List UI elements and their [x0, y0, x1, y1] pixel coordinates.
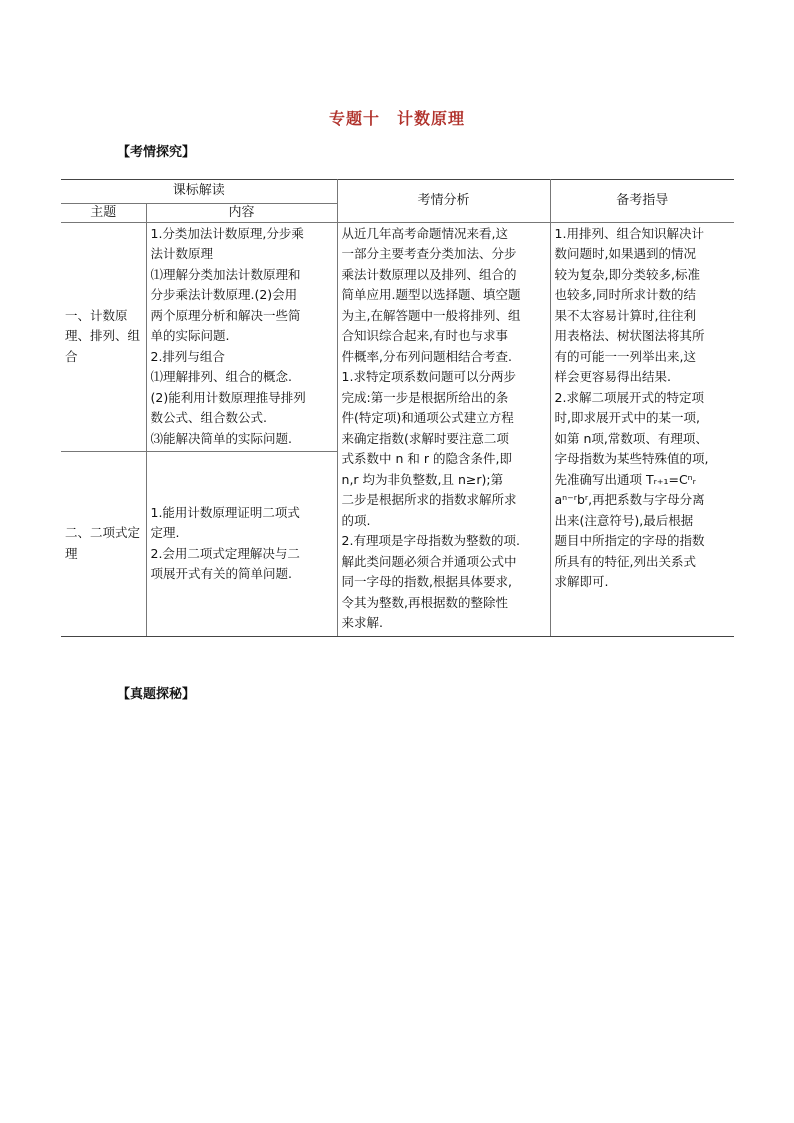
analysis-line: 式系数中 n 和 r 的隐含条件,即: [341, 451, 512, 466]
content-line: ⑶能解决简单的实际问题.: [150, 430, 292, 446]
guide-line: 时,即求展开式中的某一项,: [554, 410, 700, 425]
guide-line: 有的可能一一列举出来,这: [554, 348, 696, 364]
analysis-line: 简单应用.题型以选择题、填空题: [341, 287, 521, 302]
analysis-cell: [337, 222, 550, 636]
content-line: 2.排列与组合: [150, 348, 225, 364]
analysis-line: 为主,在解答题中一般将排列、组: [341, 307, 521, 323]
analysis-line: 同一字母的指数,根据具体要求,: [341, 574, 512, 589]
content-line: 数公式、组合数公式.: [150, 410, 267, 425]
content-line: 两个原理分析和解决一些简: [150, 307, 301, 323]
analysis-line: 乘法计数原理以及排列、组合的: [341, 266, 517, 282]
analysis-line: 件概率,分布列问题相结合考查.: [341, 348, 512, 364]
content-line: 1.分类加法计数原理,分步乘: [150, 225, 304, 241]
guide-line: 较为复杂,即分类较多,标准: [554, 266, 700, 282]
content-line: ⑴理解排列、组合的概念.: [150, 369, 292, 384]
guide-line: aⁿ⁻ʳbʳ,再把系数与字母分离: [554, 492, 705, 507]
header-content-cell: 内容: [146, 203, 337, 222]
content-line: 项展开式有关的简单问题.: [150, 566, 292, 581]
guide-line: 如第 n项,常数项、有理项、: [554, 430, 708, 446]
analysis-line: 件(特定项)和通项公式建立方程: [341, 410, 514, 425]
guide-cell: [550, 222, 734, 636]
analysis-line: 完成:第一步是根据所给出的条: [341, 389, 509, 405]
content-line: ⑴理解分类加法计数原理和: [150, 266, 301, 282]
content-line: 分步乘法计数原理.(2)会用: [150, 287, 298, 302]
content-cell-counting: [146, 222, 337, 451]
guide-line: 所具有的特征,列出关系式: [554, 553, 696, 569]
guide-line: 2.求解二项展开式的特定项: [554, 389, 704, 405]
header-guide-cell: 备考指导: [550, 180, 734, 223]
analysis-line: 解此类问题必须合并通项公式中: [341, 553, 517, 569]
content-line: 定理.: [150, 525, 180, 540]
syllabus-table: [61, 179, 734, 637]
guide-line: 果不太容易计算时,往往利: [554, 307, 696, 323]
analysis-line: 一部分主要考查分类加法、分步: [341, 246, 517, 261]
header-topic-cell: 主题: [61, 203, 146, 222]
analysis-line: 的项.: [341, 512, 371, 528]
guide-line: 用表格法、树状图法将其所: [554, 328, 705, 343]
content-line: 单的实际问题.: [150, 328, 230, 343]
content-line: 2.会用二项式定理解决与二: [150, 545, 300, 561]
analysis-line: 合知识综合起来,有时也与求事: [341, 328, 508, 343]
header-analysis-cell: 考情分析: [337, 180, 550, 223]
guide-line: 题目中所指定的字母的指数: [554, 533, 705, 548]
guide-line: 也较多,同时所求计数的结: [554, 287, 696, 302]
analysis-line: 来求解.: [341, 615, 383, 630]
content-cell-binomial: [146, 451, 337, 636]
topic-cell-counting: 一、计数原理、排列、组合: [61, 222, 146, 451]
guide-line: 样会更容易得出结果.: [554, 369, 671, 384]
document-title: 专题十 计数原理: [328, 109, 465, 128]
section-heading-exam: 【考情探究】: [117, 145, 196, 160]
header-group-cell: 课标解读: [61, 180, 337, 204]
analysis-line: 令其为整数,再根据数的整除性: [341, 594, 508, 610]
guide-line: 出来(注意符号),最后根据: [554, 512, 694, 528]
content-line: (2)能利用计数原理推导排列: [150, 389, 306, 405]
guide-line: 字母指数为某些特殊值的项,: [554, 451, 709, 466]
guide-line: 求解即可.: [554, 574, 609, 589]
analysis-line: 1.求特定项系数问题可以分两步: [341, 369, 516, 384]
analysis-line: n,r 均为非负整数,且 n≥r);第: [341, 471, 504, 487]
guide-line: 数问题时,如果遇到的情况: [554, 246, 696, 261]
analysis-line: 从近几年高考命题情况来看,这: [341, 225, 508, 241]
guide-line: 先准确写出通项 Tᵣ₊₁=Cⁿᵣ: [554, 471, 696, 487]
analysis-line: 来确定指数(求解时要注意二项: [341, 430, 509, 446]
analysis-line: 二步是根据所求的指数求解所求: [341, 492, 517, 507]
guide-line: 1.用排列、组合知识解决计: [554, 225, 704, 241]
analysis-line: 2.有理项是字母指数为整数的项.: [341, 533, 520, 548]
section-heading-real: 【真题探秘】: [117, 687, 196, 702]
content-line: 1.能用计数原理证明二项式: [150, 504, 300, 520]
topic-cell-binomial: 二、二项式定理: [61, 451, 146, 636]
content-line: 法计数原理: [150, 246, 214, 261]
